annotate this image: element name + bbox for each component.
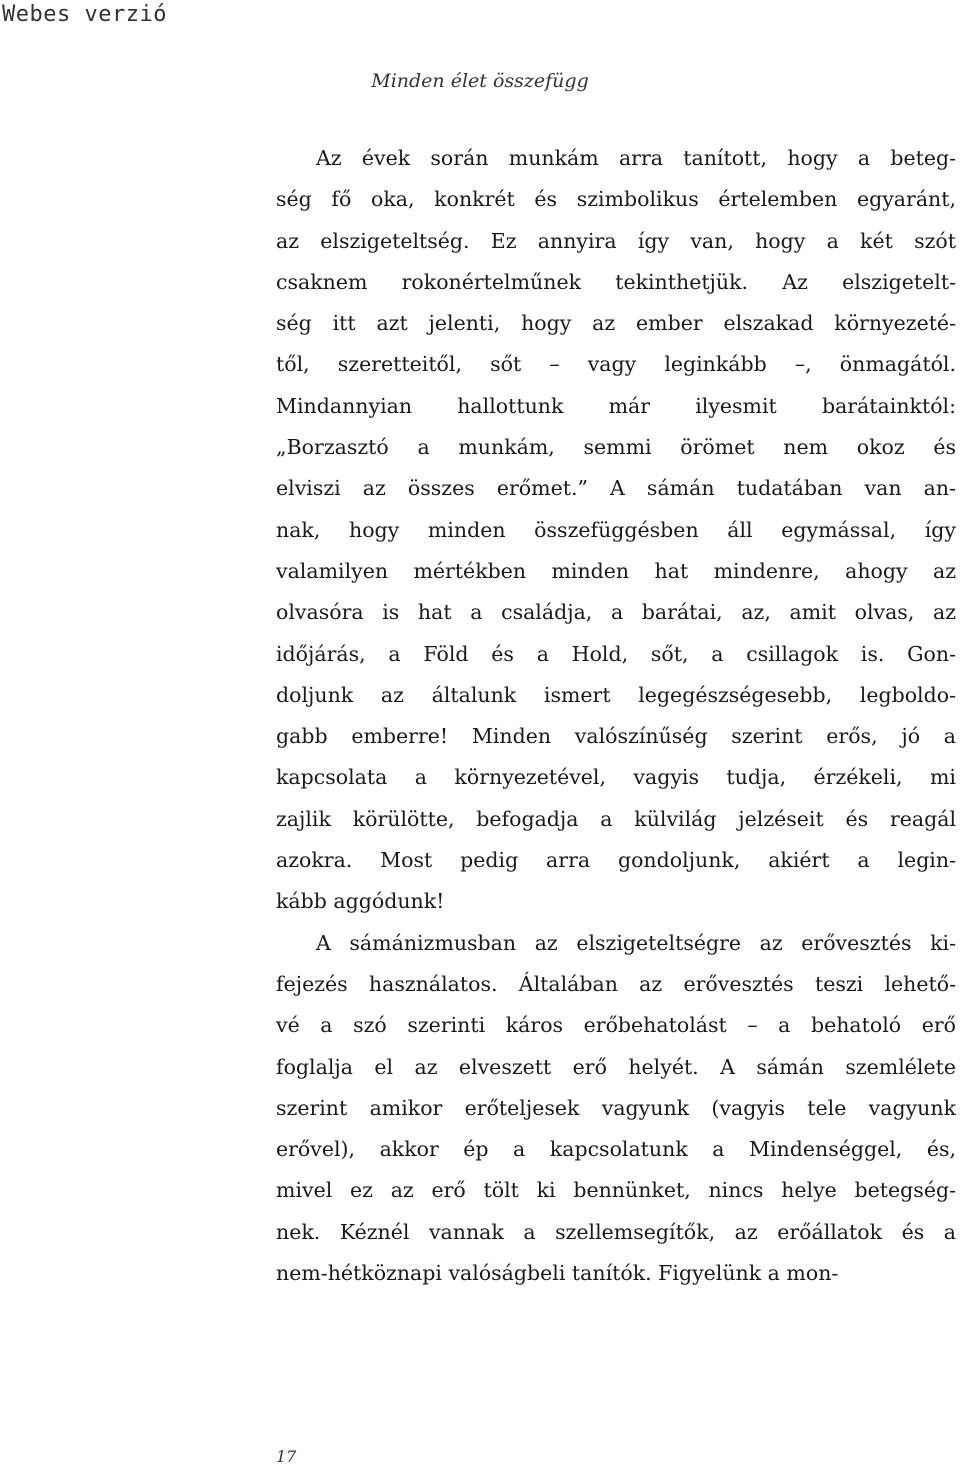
text-line: fejezés használatos. Általában az erővesztés teszi lehető- (276, 971, 956, 996)
text-line: A sámánizmusban az elszigeteltségre az erővesztés ki- (316, 930, 956, 955)
text-line: csaknem rokonértelműnek tekinthetjük. Az elszigetelt- (276, 269, 956, 294)
text-line: mivel ez az erő tölt ki bennünket, nincs helye betegség- (276, 1178, 956, 1203)
text-line: vé a szó szerinti káros erőbehatolást – a behatoló erő (276, 1013, 956, 1038)
text-line: Mindannyian hallottunk már ilyesmit barátainktól: (276, 393, 956, 418)
text-line: Az évek során munkám arra tanított, hogy a beteg- (316, 146, 956, 170)
text-line: gabb emberre! Minden valószínűség szerint erős, jó a (276, 724, 956, 749)
text-line: „Borzasztó a munkám, semmi örömet nem okoz és (276, 435, 956, 460)
text-line: nem-hétköznapi valóságbeli tanítók. Figyelünk a mon- (276, 1261, 839, 1286)
page-number: 17 (276, 1447, 297, 1466)
text-line: től, szeretteitől, sőt – vagy leginkább –, önmagától. (276, 352, 956, 377)
text-line: nak, hogy minden összefüggésben áll egymással, így (276, 517, 956, 542)
text-line: olvasóra is hat a családja, a barátai, az, amit olvas, az (276, 600, 956, 625)
text-line: az elszigeteltség. Ez annyira így van, hogy a két szót (276, 228, 956, 253)
text-line: kapcsolata a környezetével, vagyis tudja, érzékeli, mi (276, 765, 956, 790)
text-line: nek. Kéznél vannak a szellemsegítők, az erőállatok és a (276, 1219, 956, 1244)
running-header: Minden élet összefügg (371, 70, 589, 92)
text-line: ség fő oka, konkrét és szimbolikus értelemben egyaránt, (276, 187, 956, 212)
body-text (276, 138, 956, 1294)
text-line: valamilyen mértékben minden hat mindenre, ahogy az (276, 558, 956, 583)
paragraph (276, 923, 956, 1295)
text-line: zajlik körülötte, befogadja a külvilág jelzéseit és reagál (276, 806, 956, 831)
web-version-label: Webes verzió (2, 2, 167, 27)
text-line: kább aggódunk! (276, 889, 445, 914)
text-line: elviszi az összes erőmet.” A sámán tudatában van an- (276, 476, 956, 501)
text-line: ség itt azt jelenti, hogy az ember elszakad környezeté- (276, 311, 956, 336)
text-line: erővel), akkor ép a kapcsolatunk a Mindenséggel, és, (276, 1137, 956, 1162)
text-line: foglalja el az elveszett erő helyét. A sámán szemlélete (276, 1054, 956, 1079)
paragraph (276, 138, 956, 923)
text-line: időjárás, a Föld és a Hold, sőt, a csillagok is. Gon- (276, 641, 956, 666)
text-line: doljunk az általunk ismert legegészségesebb, legboldo- (276, 682, 956, 707)
text-line: azokra. Most pedig arra gondoljunk, akiért a legin- (276, 848, 956, 873)
text-line: szerint amikor erőteljesek vagyunk (vagyis tele vagyunk (276, 1095, 956, 1120)
